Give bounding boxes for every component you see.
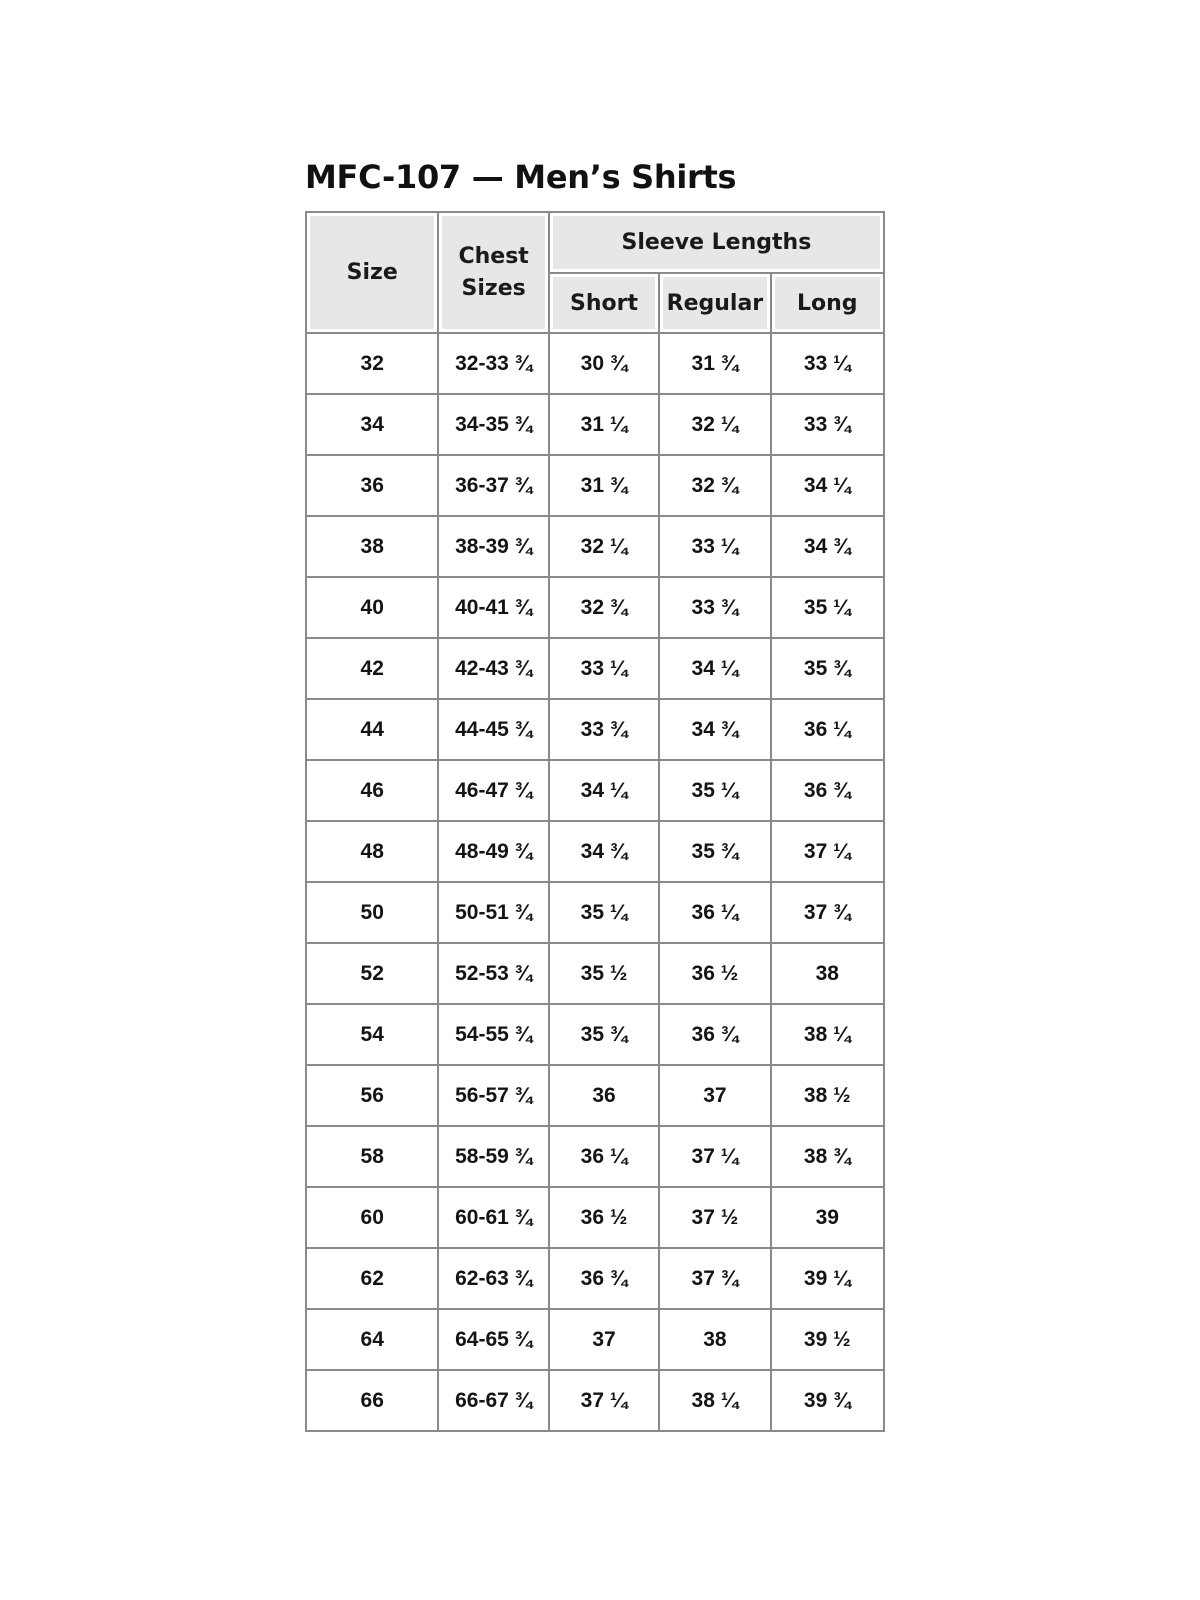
- chest-cell: 64-65 ¾: [439, 1310, 549, 1371]
- long-cell: 33 ¼: [772, 334, 885, 395]
- size-cell: 32: [307, 334, 439, 395]
- table-header: [307, 213, 885, 334]
- long-cell: 34 ¼: [772, 456, 885, 517]
- chest-cell: 40-41 ¾: [439, 578, 549, 639]
- table-row: [307, 1188, 885, 1249]
- short-cell: 35 ¾: [550, 1005, 660, 1066]
- table-row: [307, 1005, 885, 1066]
- long-cell: 39 ½: [772, 1310, 885, 1371]
- table-row: [307, 822, 885, 883]
- table-row: [307, 334, 885, 395]
- long-cell: 38 ¾: [772, 1127, 885, 1188]
- chest-cell: 42-43 ¾: [439, 639, 549, 700]
- table-row: [307, 578, 885, 639]
- table-row: [307, 1371, 885, 1432]
- short-cell: 34 ¾: [550, 822, 660, 883]
- short-cell: 35 ¼: [550, 883, 660, 944]
- short-cell: 36 ½: [550, 1188, 660, 1249]
- chest-cell: 32-33 ¾: [439, 334, 549, 395]
- short-cell: 32 ¼: [550, 517, 660, 578]
- short-cell: 30 ¾: [550, 334, 660, 395]
- size-cell: 46: [307, 761, 439, 822]
- regular-cell: 31 ¾: [660, 334, 771, 395]
- table-row: [307, 639, 885, 700]
- regular-cell: 34 ¾: [660, 700, 771, 761]
- long-cell: 35 ¾: [772, 639, 885, 700]
- size-cell: 48: [307, 822, 439, 883]
- short-cell: 31 ¼: [550, 395, 660, 456]
- chest-cell: 62-63 ¾: [439, 1249, 549, 1310]
- chest-cell: 58-59 ¾: [439, 1127, 549, 1188]
- chest-cell: 66-67 ¾: [439, 1371, 549, 1432]
- short-cell: 32 ¾: [550, 578, 660, 639]
- table-row: [307, 1249, 885, 1310]
- chest-sizes-column-header: [439, 213, 549, 334]
- regular-cell: 38 ¼: [660, 1371, 771, 1432]
- chest-cell: 34-35 ¾: [439, 395, 549, 456]
- chest-cell: 44-45 ¾: [439, 700, 549, 761]
- size-cell: 56: [307, 1066, 439, 1127]
- size-cell: 34: [307, 395, 439, 456]
- chest-header-line1: Chest: [458, 243, 529, 269]
- regular-column-header: Regular: [660, 274, 771, 334]
- size-cell: 66: [307, 1371, 439, 1432]
- regular-cell: 37 ½: [660, 1188, 771, 1249]
- table-row: [307, 944, 885, 1005]
- table-row: [307, 517, 885, 578]
- sleeve-lengths-group-header: Sleeve Lengths: [550, 213, 885, 274]
- long-cell: 38 ¼: [772, 1005, 885, 1066]
- short-cell: 31 ¾: [550, 456, 660, 517]
- size-cell: 52: [307, 944, 439, 1005]
- chest-cell: 38-39 ¾: [439, 517, 549, 578]
- page-title: MFC-107 — Men’s Shirts: [305, 158, 737, 196]
- size-cell: 64: [307, 1310, 439, 1371]
- regular-cell: 35 ¼: [660, 761, 771, 822]
- chest-cell: 54-55 ¾: [439, 1005, 549, 1066]
- short-cell: 34 ¼: [550, 761, 660, 822]
- regular-cell: 36 ¼: [660, 883, 771, 944]
- short-cell: 33 ¾: [550, 700, 660, 761]
- chest-header-line2: Sizes: [461, 275, 526, 301]
- regular-cell: 35 ¾: [660, 822, 771, 883]
- chest-cell: 50-51 ¾: [439, 883, 549, 944]
- size-cell: 44: [307, 700, 439, 761]
- size-cell: 50: [307, 883, 439, 944]
- long-cell: 38: [772, 944, 885, 1005]
- short-cell: 36: [550, 1066, 660, 1127]
- regular-cell: 37: [660, 1066, 771, 1127]
- long-cell: 33 ¾: [772, 395, 885, 456]
- long-cell: 38 ½: [772, 1066, 885, 1127]
- regular-cell: 37 ¼: [660, 1127, 771, 1188]
- long-column-header: Long: [772, 274, 885, 334]
- table-row: [307, 761, 885, 822]
- chest-cell: 48-49 ¾: [439, 822, 549, 883]
- chest-cell: 46-47 ¾: [439, 761, 549, 822]
- size-cell: 36: [307, 456, 439, 517]
- regular-cell: 34 ¼: [660, 639, 771, 700]
- size-column-header: Size: [307, 213, 439, 334]
- long-cell: 36 ¼: [772, 700, 885, 761]
- long-cell: 39 ¾: [772, 1371, 885, 1432]
- regular-cell: 33 ¾: [660, 578, 771, 639]
- regular-cell: 37 ¾: [660, 1249, 771, 1310]
- size-chart-table: [305, 211, 885, 1432]
- long-cell: 37 ¾: [772, 883, 885, 944]
- chest-cell: 56-57 ¾: [439, 1066, 549, 1127]
- size-cell: 54: [307, 1005, 439, 1066]
- regular-cell: 38: [660, 1310, 771, 1371]
- long-cell: 34 ¾: [772, 517, 885, 578]
- short-cell: 36 ¾: [550, 1249, 660, 1310]
- short-cell: 33 ¼: [550, 639, 660, 700]
- size-cell: 60: [307, 1188, 439, 1249]
- long-cell: 39 ¼: [772, 1249, 885, 1310]
- long-cell: 37 ¼: [772, 822, 885, 883]
- regular-cell: 32 ¼: [660, 395, 771, 456]
- size-cell: 38: [307, 517, 439, 578]
- chest-cell: 52-53 ¾: [439, 944, 549, 1005]
- size-cell: 62: [307, 1249, 439, 1310]
- long-cell: 36 ¾: [772, 761, 885, 822]
- table-row: [307, 1066, 885, 1127]
- regular-cell: 32 ¾: [660, 456, 771, 517]
- table-row: [307, 1310, 885, 1371]
- long-cell: 35 ¼: [772, 578, 885, 639]
- table-row: [307, 883, 885, 944]
- table-row: [307, 456, 885, 517]
- table-row: [307, 1127, 885, 1188]
- short-cell: 36 ¼: [550, 1127, 660, 1188]
- short-column-header: Short: [550, 274, 660, 334]
- short-cell: 37: [550, 1310, 660, 1371]
- size-cell: 40: [307, 578, 439, 639]
- chest-cell: 36-37 ¾: [439, 456, 549, 517]
- regular-cell: 33 ¼: [660, 517, 771, 578]
- table-row: [307, 395, 885, 456]
- short-cell: 35 ½: [550, 944, 660, 1005]
- size-cell: 42: [307, 639, 439, 700]
- long-cell: 39: [772, 1188, 885, 1249]
- table-row: [307, 700, 885, 761]
- size-cell: 58: [307, 1127, 439, 1188]
- regular-cell: 36 ¾: [660, 1005, 771, 1066]
- short-cell: 37 ¼: [550, 1371, 660, 1432]
- regular-cell: 36 ½: [660, 944, 771, 1005]
- chest-cell: 60-61 ¾: [439, 1188, 549, 1249]
- table-body: [307, 334, 885, 1432]
